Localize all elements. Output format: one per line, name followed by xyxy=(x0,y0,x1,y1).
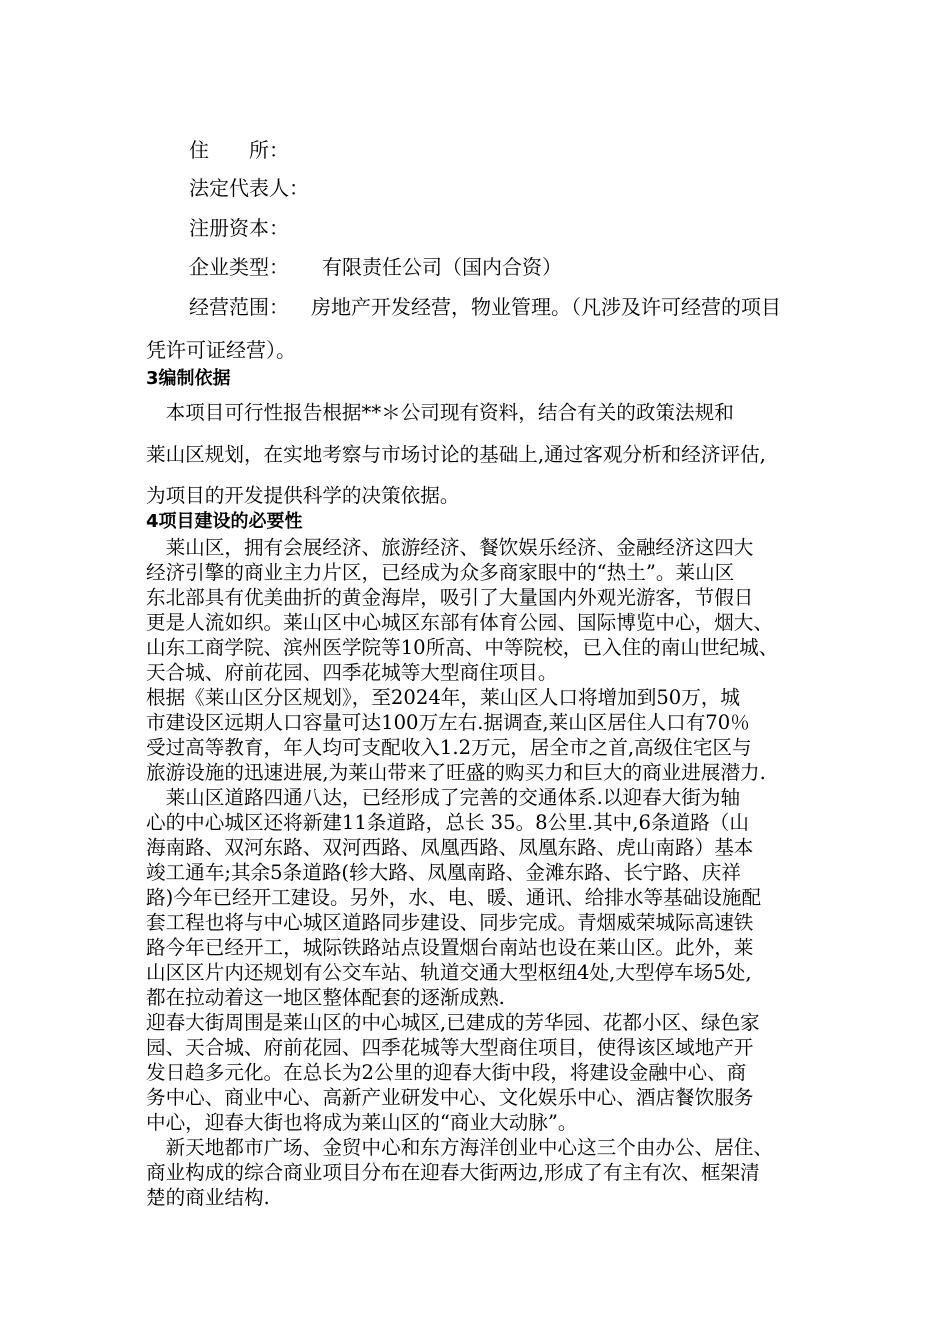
legal-representative-label: 法定代表人： xyxy=(189,176,309,200)
section-4-heading: 4项目建设的必要性 xyxy=(146,511,303,532)
address-label: 住 所： xyxy=(189,138,289,162)
section-4-line: 市建设区远期人口容量可达100万左右.据调查,莱山区居住人口有70％ xyxy=(146,711,750,734)
business-scope-continuation: 凭许可证经营）。 xyxy=(146,338,296,362)
section-4-line: 园、天合城、府前花园、四季花城等大型商住项目，使得该区域地产开 xyxy=(146,1036,754,1059)
registered-capital-label: 注册资本： xyxy=(189,216,289,240)
business-scope-value: 房地产开发经营，物业管理。（凡涉及许可经营的项目 xyxy=(311,295,781,319)
section-4-line: 东北部具有优美曲折的黄金海岸，吸引了大量国内外观光游客，节假日 xyxy=(146,586,754,609)
section-3-line: 为项目的开发提供科学的决策依据。 xyxy=(146,484,460,507)
section-4-line: 新天地都市广场、金贸中心和东方海洋创业中心这三个由办公、居住、 xyxy=(146,1136,773,1159)
section-4-line: 竣工通车;其余5条道路(轸大路、凤凰南路、金滩东路、长宁路、庆祥 xyxy=(146,861,741,884)
section-3-heading: 3编制依据 xyxy=(146,368,231,389)
section-4-line: 路)今年已经开工建设。另外，水、电、暖、通讯、给排水等基础设施配 xyxy=(146,886,762,909)
section-4-line: 山东工商学院、滨州医学院等10所高、中等院校，已入住的南山世纪城、 xyxy=(146,636,779,659)
section-3-line: 本项目可行性报告根据**＊公司现有资料，结合有关的政策法规和 xyxy=(146,401,734,424)
section-3-line: 莱山区规划，在实地考察与市场讨论的基础上,通过客观分析和经济评估, xyxy=(146,443,766,466)
section-4-line: 根据《莱山区分区规划》，至2024年，莱山区人口将增加到50万，城 xyxy=(146,686,741,709)
section-4-line: 迎春大街周围是莱山区的中心城区,已建成的芳华园、花都小区、绿色家 xyxy=(146,1011,760,1034)
section-4-line: 受过高等教育，年人均可支配收入1.2万元，居全市之首,高级住宅区与 xyxy=(146,736,752,759)
section-4-line: 经济引擎的商业主力片区，已经成为众多商家眼中的“热土”。莱山区 xyxy=(146,561,735,584)
section-4-line: 楚的商业结构. xyxy=(146,1186,270,1209)
section-4-line: 莱山区道路四通八达，已经形成了完善的交通体系.以迎春大街为轴 xyxy=(146,786,741,809)
section-4-line: 莱山区，拥有会展经济、旅游经济、餐饮娱乐经济、金融经济这四大 xyxy=(146,536,754,559)
business-scope-label: 经营范围： xyxy=(189,295,289,319)
enterprise-type-label: 企业类型： xyxy=(189,255,289,279)
section-4-line: 商业构成的综合商业项目分布在迎春大街两边,形成了有主有次、框架清 xyxy=(146,1161,760,1184)
section-4-line: 发日趋多元化。在总长为2公里的迎春大街中段，将建设金融中心、商 xyxy=(146,1061,747,1084)
section-4-line: 都在拉动着这一地区整体配套的逐渐成熟. xyxy=(146,986,505,1009)
section-4-line: 海南路、双河东路、双河西路、凤凰西路、凤凰东路、虎山南路）基本 xyxy=(146,836,754,859)
section-4-line: 天合城、府前花园、四季花城等大型商住项目。 xyxy=(146,661,558,684)
enterprise-type-value: 有限责任公司（国内合资） xyxy=(322,255,562,279)
section-4-line: 套工程也将与中心城区道路同步建设、同步完成。青烟威荣城际高速铁 xyxy=(146,911,754,934)
section-4-line: 旅游设施的迅速进展,为莱山带来了旺盛的购买力和巨大的商业进展潜力. xyxy=(146,761,766,784)
section-4-line: 路今年已经开工，城际铁路站点设置烟台南站也设在莱山区。此外，莱 xyxy=(146,936,754,959)
section-4-line: 务中心、商业中心、高新产业研发中心、文化娱乐中心、酒店餐饮服务 xyxy=(146,1086,754,1109)
section-4-line: 心的中心城区还将新建11条道路，总长 35。8公里.其中,6条道路（山 xyxy=(146,811,749,834)
section-4-line: 更是人流如织。莱山区中心城区东部有体育公园、国际博览中心，烟大、 xyxy=(146,611,773,634)
section-4-line: 中心，迎春大街也将成为莱山区的“商业大动脉”。 xyxy=(146,1111,578,1134)
section-4-line: 山区区片内还规划有公交车站、轨道交通大型枢纽4处,大型停车场5处, xyxy=(146,961,752,984)
